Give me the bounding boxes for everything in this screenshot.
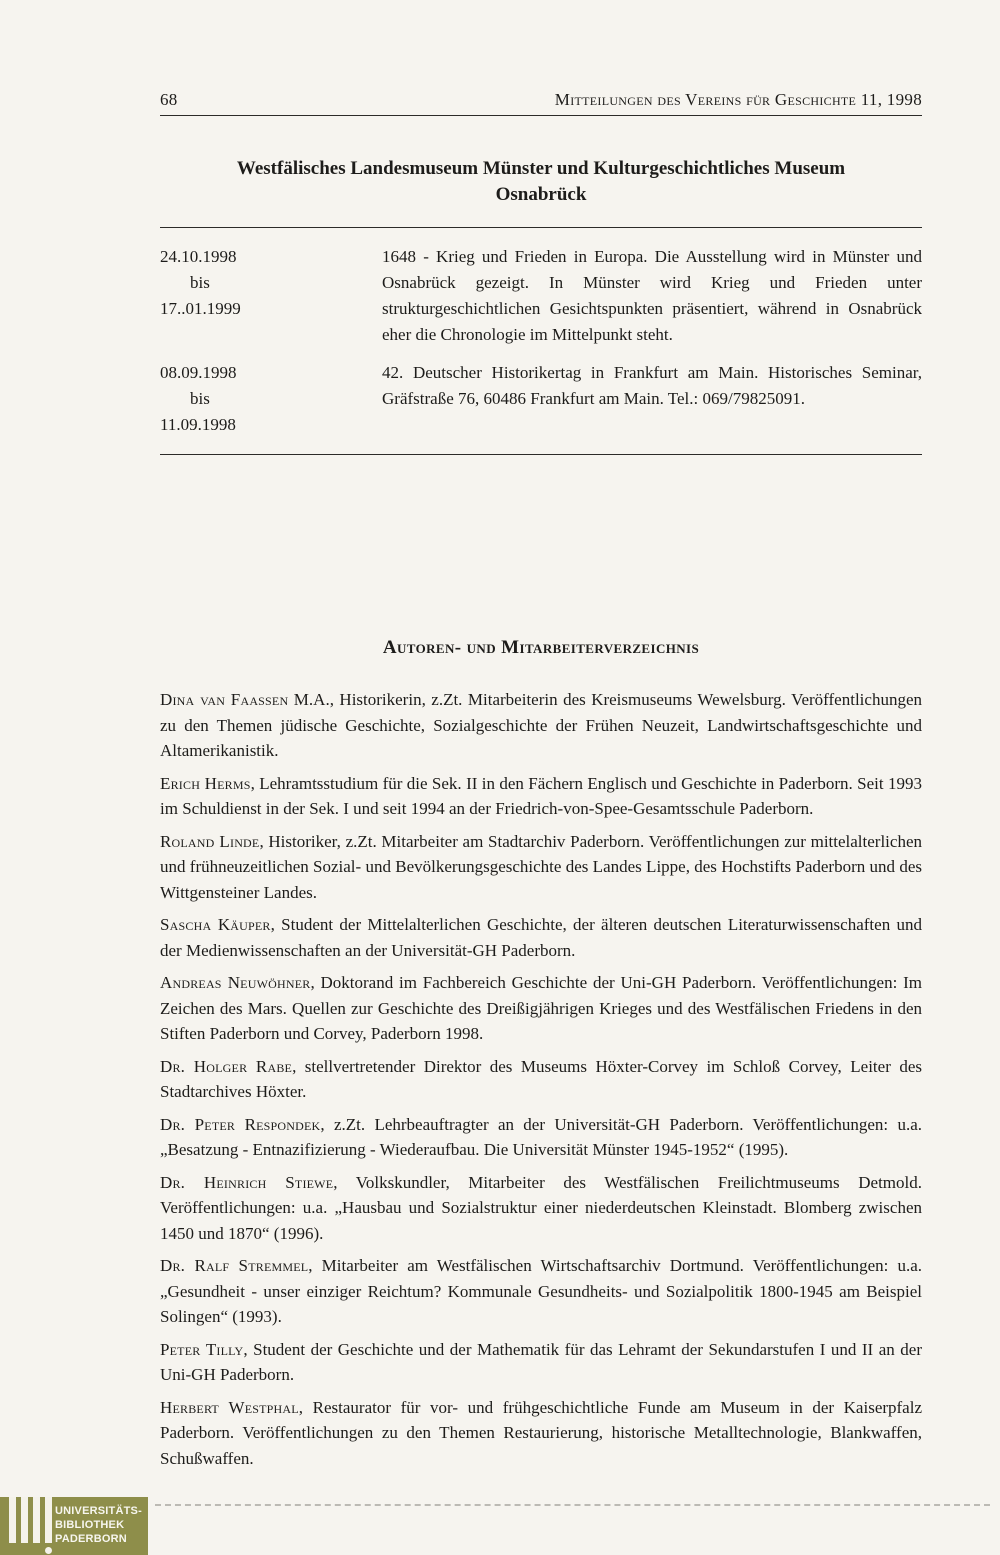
event-date-separator: bis [190, 389, 210, 409]
author-name: Herbert Westphal [160, 1397, 299, 1417]
author-entry [160, 687, 922, 764]
library-stamp [0, 1497, 148, 1555]
stamp-line2: BIBLIOTHEK [55, 1519, 125, 1531]
events-table [160, 227, 922, 455]
author-entry [160, 771, 922, 822]
author-name: Dr. Peter Respondek [160, 1114, 321, 1134]
author-entry [160, 1337, 922, 1388]
event-description: 1648 - Krieg und Frieden in Europa. Die Ausstellung wird in Münster und Osnabrück gezeigt. In Münster wird Krieg und Frieden unter strukturgeschichtlichen Gesichtspunkten präsentiert, während in Osnabrück eher die Chronologie im Mittelpunkt steht. [382, 247, 922, 345]
author-name: Dr. Ralf Stremmel [160, 1256, 309, 1276]
author-name: Dr. Heinrich Stiewe [160, 1172, 334, 1192]
author-text: , Lehramtsstudium für die Sek. II in den Fächern Englisch und Geschichte in Paderborn. Seit 1993 im Schuldienst in der Sek. I und seit 1994 an der Friedrich-von-Spee-Gesamtsschule Paderborn. [160, 773, 922, 819]
author-name: Erich Herms [160, 773, 251, 793]
author-entry [160, 829, 922, 906]
page-header [160, 90, 922, 110]
author-name: Dina van Faassen [160, 690, 289, 710]
author-entry [160, 1170, 922, 1247]
event-date-to: 11.09.1998 [160, 415, 236, 435]
author-entry [160, 1112, 922, 1163]
author-text: , Restaurator für vor- und frühgeschichtliche Funde am Museum in der Kaiserpfalz Paderborn. Veröffentlichungen zu den Themen Restaurierung, historische Metalltechnologie, Blankwaffen, Schußwaffen. [160, 1397, 922, 1468]
authors-list [160, 687, 922, 1471]
stamp-line1: UNIVERSITÄTS- [55, 1505, 142, 1517]
library-stamp-text [55, 1504, 142, 1546]
scan-artifact-line [155, 1504, 990, 1506]
author-name: Andreas Neuwöhner [160, 973, 311, 993]
author-text: M.A., Historikerin, z.Zt. Mitarbeiterin des Kreismuseums Wewelsburg. Veröffentlichungen zu den Themen jüdische Geschichte, Sozialgeschichte der Frühen Neuzeit, Landwirtschaftsgeschichte und Altamerikanistik. [160, 690, 922, 761]
event-row [160, 360, 922, 438]
authors-heading: Autoren- und Mitarbeiterverzeichnis [382, 637, 700, 659]
author-text: , stellvertretender Direktor des Museums Höxter-Corvey im Schloß Corvey, Leiter des Stadtarchives Höxter. [160, 1056, 922, 1102]
event-date-range [160, 360, 382, 438]
stamp-line3: PADERBORN [55, 1533, 127, 1545]
author-entry [160, 1054, 922, 1105]
author-name: Peter Tilly [160, 1339, 244, 1359]
author-entry [160, 1253, 922, 1330]
author-entry [160, 1395, 922, 1472]
section-title [160, 156, 922, 207]
section-title-line1: Westfälisches Landesmuseum Münster und Kulturgeschichtliches Museum [236, 158, 846, 179]
event-date-to: 17..01.1999 [160, 299, 241, 319]
event-date-from: 24.10.1998 [160, 247, 237, 267]
author-entry [160, 970, 922, 1047]
section-title-line2: Osnabrück [495, 183, 587, 205]
journal-title: Mitteilungen des Vereins für Geschichte 11, 1998 [554, 90, 922, 109]
event-date-separator: bis [190, 273, 210, 293]
event-date-from: 08.09.1998 [160, 363, 237, 383]
event-description: 42. Deutscher Historikertag in Frankfurt am Main. Historisches Seminar, Gräfstraße 76, 60486 Frankfurt am Main. Tel.: 069/79825091. [382, 363, 922, 409]
author-text: , Doktorand im Fachbereich Geschichte der Uni-GH Paderborn. Veröffentlichungen: Im Zeichen des Mars. Quellen zur Geschichte des Dreißigjährigen Krieges und des Westfälischen Friedens in den Stiften Paderborn und Corvey, Paderborn 1998. [160, 973, 922, 1044]
author-name: Roland Linde [160, 831, 260, 851]
author-name: Dr. Holger Rabe [160, 1056, 293, 1076]
author-name: Sascha Käuper [160, 915, 271, 935]
event-row [160, 244, 922, 348]
author-text: , Volkskundler, Mitarbeiter des Westfälischen Freilichtmuseums Detmold. Veröffentlichungen: u.a. „Hausbau und Sozialstruktur einer niederdeutschen Kleinstadt. Blomberg zwischen 1450 und 1870“ (1996). [160, 1172, 922, 1243]
author-text: , Student der Mittelalterlichen Geschichte, der älteren deutschen Literaturwissenschaften und der Medienwissenschaften an der Universität-GH Paderborn. [160, 915, 922, 960]
author-text: , Mitarbeiter am Westfälischen Wirtschaftsarchiv Dortmund. Veröffentlichungen: u.a. „Gesundheit - unser einziger Reichtum? Kommunale Gesundheits- und Sozialpolitik 1800-1945 am Beispiel Solingen“ (1993). [160, 1256, 923, 1327]
header-rule [160, 115, 922, 116]
author-entry [160, 912, 922, 963]
document-page [160, 90, 922, 1478]
author-text: , z.Zt. Lehrbeauftragter an der Universität-GH Paderborn. Veröffentlichungen: u.a. „Besatzung - Entnazifizierung - Wiederaufbau. Die Universität Münster 1945-1952“ (1995). [160, 1114, 923, 1160]
event-date-range [160, 244, 382, 348]
author-text: , Historiker, z.Zt. Mitarbeiter am Stadtarchiv Paderborn. Veröffentlichungen zur mittelalterlichen und frühneuzeitlichen Sozial- und Bevölkerungsgeschichte des Landes Lippe, des Hochstifts Paderborn und des Wittgensteiner Landes. [160, 831, 922, 902]
page-number: 68 [160, 90, 178, 109]
author-text: , Student der Geschichte und der Mathematik für das Lehramt der Sekundarstufen I und II an der Uni-GH Paderborn. [160, 1339, 922, 1385]
